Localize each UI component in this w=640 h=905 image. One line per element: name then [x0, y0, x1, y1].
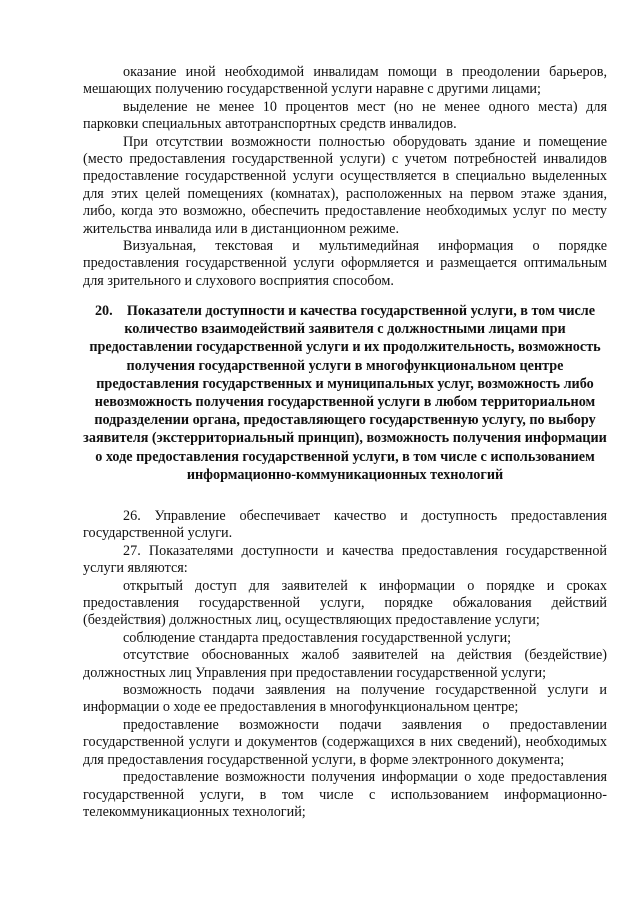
bottom-text-block — [83, 508, 607, 821]
paragraph: Визуальная, текстовая и мультимедийная информация о порядке предоставления государственной услуги оформляется и размещается оптимальным для зрительного и слухового восприятия способом. — [83, 238, 607, 289]
paragraph: предоставление возможности подачи заявления о предоставлении государственной услуги и документов (содержащихся в них сведений), необходимых для предоставления государственной услуги, в форме электронного документа; — [83, 716, 607, 768]
paragraph: 27. Показателями доступности и качества предоставления государственной услуги являются: — [83, 542, 607, 577]
section-title: Показатели доступности и качества государственной услуги, в том числе количество взаимодействий заявителя с должностными лицами при предоставлении государственной услуги и их продолжительность, возможность получения государственной услуги в многофункциональном центре предоставления государственных и муниципальных услуг, возможность либо невозможность получения государственной услуги в любом территориальном подразделении органа, предоставляющего государственную услугу, по выбору заявителя (экстерриториальный принцип), возможность получения информации о ходе предоставления государственной услуги, в том числе с использованием информационно-коммуникационных технологий — [83, 303, 607, 483]
paragraph: открытый доступ для заявителей к информации о порядке и сроках предоставления государственной услуги, порядке обжалования действий (бездействия) должностных лиц, осуществляющих предоставление услуги; — [83, 577, 607, 629]
paragraph: оказание иной необходимой инвалидам помощи в преодолении барьеров, мешающих получению государственной услуги наравне с другими лицами; — [83, 64, 607, 98]
top-text-block — [83, 64, 607, 290]
paragraph: При отсутствии возможности полностью оборудовать здание и помещение (место предоставления государственной услуги) с учетом потребностей инвалидов предоставление государственной услуги осуществляется в специально выделенных для этих целей помещениях (комнатах), расположенных на первом этаже здания, либо, когда это возможно, обеспечить предоставление необходимых услуг по месту жительства инвалида или в дистанционном режиме. — [83, 133, 607, 237]
paragraph: предоставление возможности получения информации о ходе предоставления государственной услуги, в том числе с использованием информационно-телекоммуникационных технологий; — [83, 769, 607, 820]
paragraph: возможность подачи заявления на получение государственной услуги и информации о ходе ее предоставления в многофункциональном центре; — [83, 682, 607, 716]
paragraph: отсутствие обоснованных жалоб заявителей на действия (бездействие) должностных лиц Управления при предоставлении государственной услуги; — [83, 647, 607, 681]
paragraph: выделение не менее 10 процентов мест (но не менее одного места) для парковки специальных автотранспортных средств инвалидов. — [83, 98, 607, 133]
paragraph: соблюдение стандарта предоставления государственной услуги; — [123, 629, 512, 646]
section-number: 20. — [94, 303, 113, 319]
paragraph: 26. Управление обеспечивает качество и доступность предоставления государственной услуги. — [83, 508, 607, 542]
section-heading — [83, 302, 607, 484]
